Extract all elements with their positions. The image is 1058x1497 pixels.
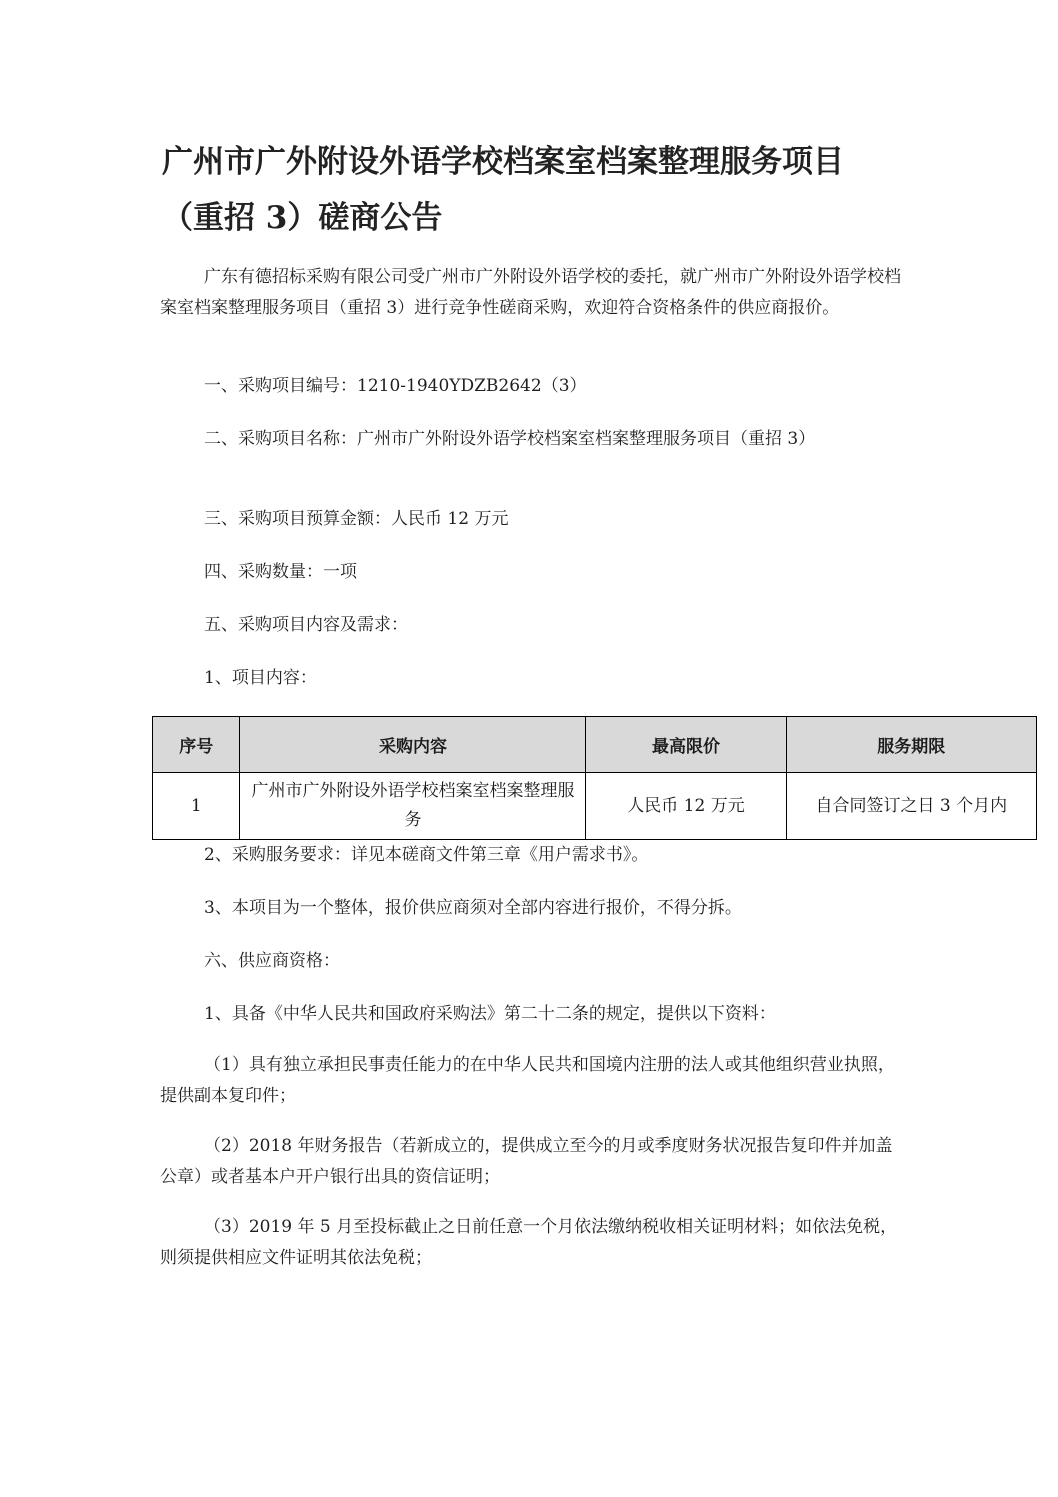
header-serial-no: 序号: [153, 717, 240, 773]
cell-procurement-content: 广州市广外附设外语学校档案室档案整理服务: [240, 773, 586, 840]
header-service-period: 服务期限: [786, 717, 1036, 773]
header-procurement-content: 采购内容: [240, 717, 586, 773]
section-project-content: 1、项目内容：: [204, 668, 317, 688]
cell-service-period: 自合同签订之日 3 个月内: [786, 773, 1036, 840]
section-supplier-qualification: 六、供应商资格：: [204, 951, 340, 971]
qualification-1-1: （1）具有独立承担民事责任能力的在中华人民共和国境内注册的法人或其他组织营业执照，提供副本复印件；: [160, 1055, 895, 1106]
section-quantity: 四、采购数量：一项: [204, 562, 357, 582]
section-content-requirements: 五、采购项目内容及需求：: [204, 615, 408, 635]
section-budget: 三、采购项目预算金额：人民币 12 万元: [204, 509, 509, 529]
title-line-1: 广州市广外附设外语学校档案室档案整理服务项目: [162, 144, 844, 180]
table-row: [153, 773, 1037, 840]
qualification-1-3: （3）2019 年 5 月至投标截止之日前任意一个月依法缴纳税收相关证明材料；如依法免税，则须提供相应文件证明其依法免税；: [160, 1217, 898, 1268]
service-requirements: 2、采购服务要求：详见本磋商文件第三章《用户需求书》。: [204, 845, 649, 865]
procurement-table: [152, 716, 1037, 840]
document-title: [162, 134, 922, 246]
qualification-1-2: （2）2018 年财务报告（若新成立的，提供成立至今的月或季度财务状况报告复印件并加盖公章）或者基本户开户银行出具的资信证明；: [160, 1136, 893, 1187]
header-max-price: 最高限价: [586, 717, 786, 773]
qualification-1: 1、具备《中华人民共和国政府采购法》第二十二条的规定，提供以下资料：: [204, 1004, 776, 1024]
section-project-name: 二、采购项目名称：广州市广外附设外语学校档案室档案整理服务项目（重招 3）: [204, 429, 816, 449]
table-header-row: [153, 717, 1037, 773]
whole-project-note: 3、本项目为一个整体，报价供应商须对全部内容进行报价，不得分拆。: [204, 898, 742, 918]
cell-max-price: 人民币 12 万元: [586, 773, 786, 840]
title-line-2: （重招 3）磋商公告: [162, 200, 443, 236]
section-project-number: 一、采购项目编号：1210-1940YDZB2642（3）: [204, 376, 587, 396]
intro-paragraph: 广东有德招标采购有限公司受广州市广外附设外语学校的委托，就广州市广外附设外语学校档案室档案整理服务项目（重招 3）进行竞争性磋商采购，欢迎符合资格条件的供应商报价。: [160, 267, 901, 318]
cell-serial-no: 1: [153, 773, 240, 840]
